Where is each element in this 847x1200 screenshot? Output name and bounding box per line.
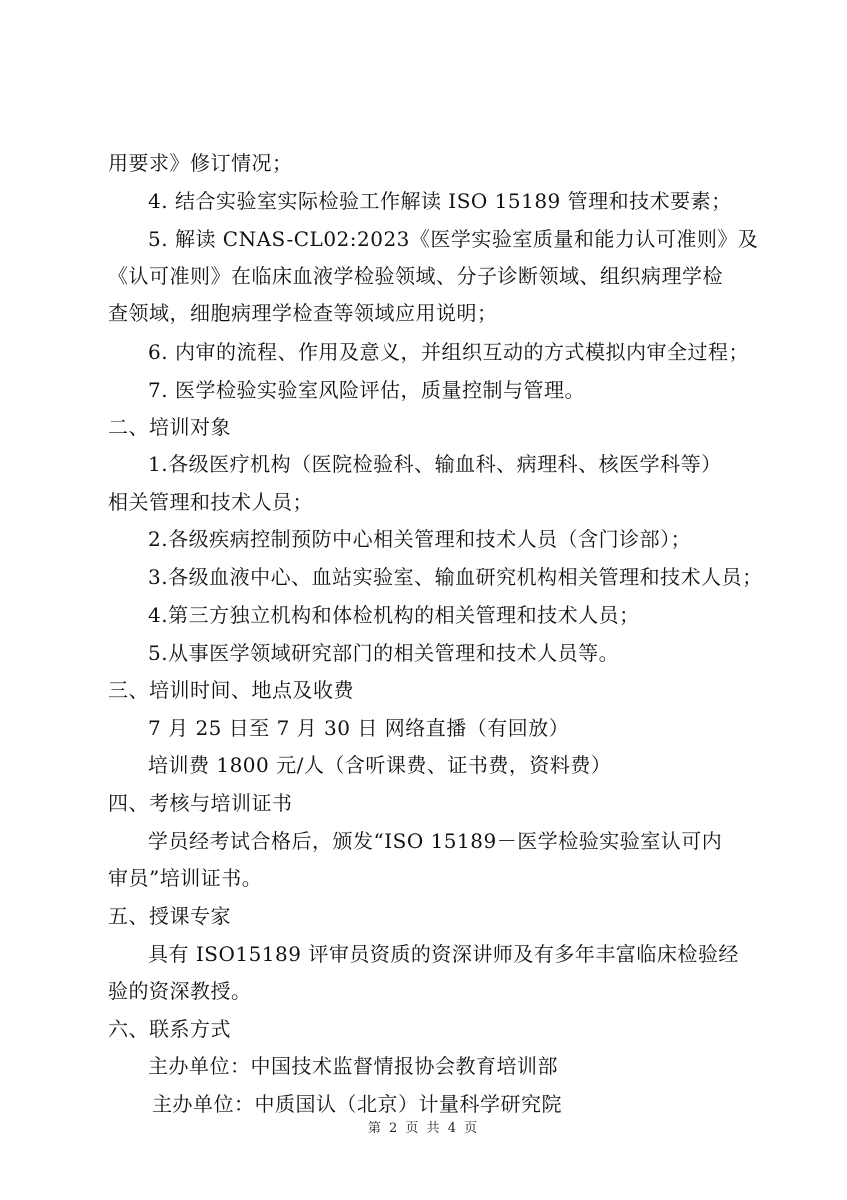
list-item: 1.各级医疗机构（医院检验科、输血科、病理科、核医学科等）: [148, 452, 722, 476]
section-heading: 六、联系方式: [108, 1017, 231, 1041]
text-line: 查领域，细胞病理学检查等领域应用说明；: [108, 301, 498, 325]
section-heading: 四、考核与培训证书: [108, 791, 293, 815]
list-item: 4. 结合实验室实际检验工作解读 ISO 15189 管理和技术要素；: [148, 189, 732, 213]
text-line: 验的资深教授。: [108, 979, 252, 1003]
text-line: 用要求》修订情况；: [108, 151, 293, 175]
organizer-line: 主办单位：中质国认（北京）计量科学研究院: [152, 1092, 562, 1116]
training-time: 7 月 25 日至 7 月 30 日 网络直播（有回放）: [148, 716, 570, 740]
page-footer: 第 2 页 共 4 页: [367, 1121, 480, 1136]
list-item: 5.从事医学领域研究部门的相关管理和技术人员等。: [148, 641, 620, 665]
list-item: 2.各级疾病控制预防中心相关管理和技术人员（含门诊部）；: [148, 527, 692, 551]
section-heading: 三、培训时间、地点及收费: [108, 678, 354, 702]
list-item: 7. 医学检验实验室风险评估，质量控制与管理。: [148, 378, 585, 402]
training-fee: 培训费 1800 元/人（含听课费、证书费，资料费）: [148, 753, 612, 777]
list-item: 3.各级血液中心、血站实验室、输血研究机构相关管理和技术人员；: [148, 565, 763, 589]
text-line: 审员”培训证书。: [108, 866, 263, 890]
text-line: 相关管理和技术人员；: [108, 490, 313, 514]
text-line: 学员经考试合格后，颁发“ISO 15189－医学检验实验室认可内: [148, 829, 723, 853]
list-item: 4.第三方独立机构和体检机构的相关管理和技术人员；: [148, 603, 640, 627]
section-heading: 二、培训对象: [108, 415, 231, 439]
organizer-line: 主办单位：中国技术监督情报协会教育培训部: [148, 1054, 558, 1078]
text-line: 具有 ISO15189 评审员资质的资深讲师及有多年丰富临床检验经: [148, 942, 739, 966]
text-line: 《认可准则》在临床血液学检验领域、分子诊断领域、组织病理学检: [108, 264, 723, 288]
section-heading: 五、授课专家: [108, 904, 231, 928]
list-item: 5. 解读 CNAS-CL02:2023《医学实验室质量和能力认可准则》及: [148, 227, 759, 251]
list-item: 6. 内审的流程、作用及意义，并组织互动的方式模拟内审全过程；: [148, 340, 749, 364]
